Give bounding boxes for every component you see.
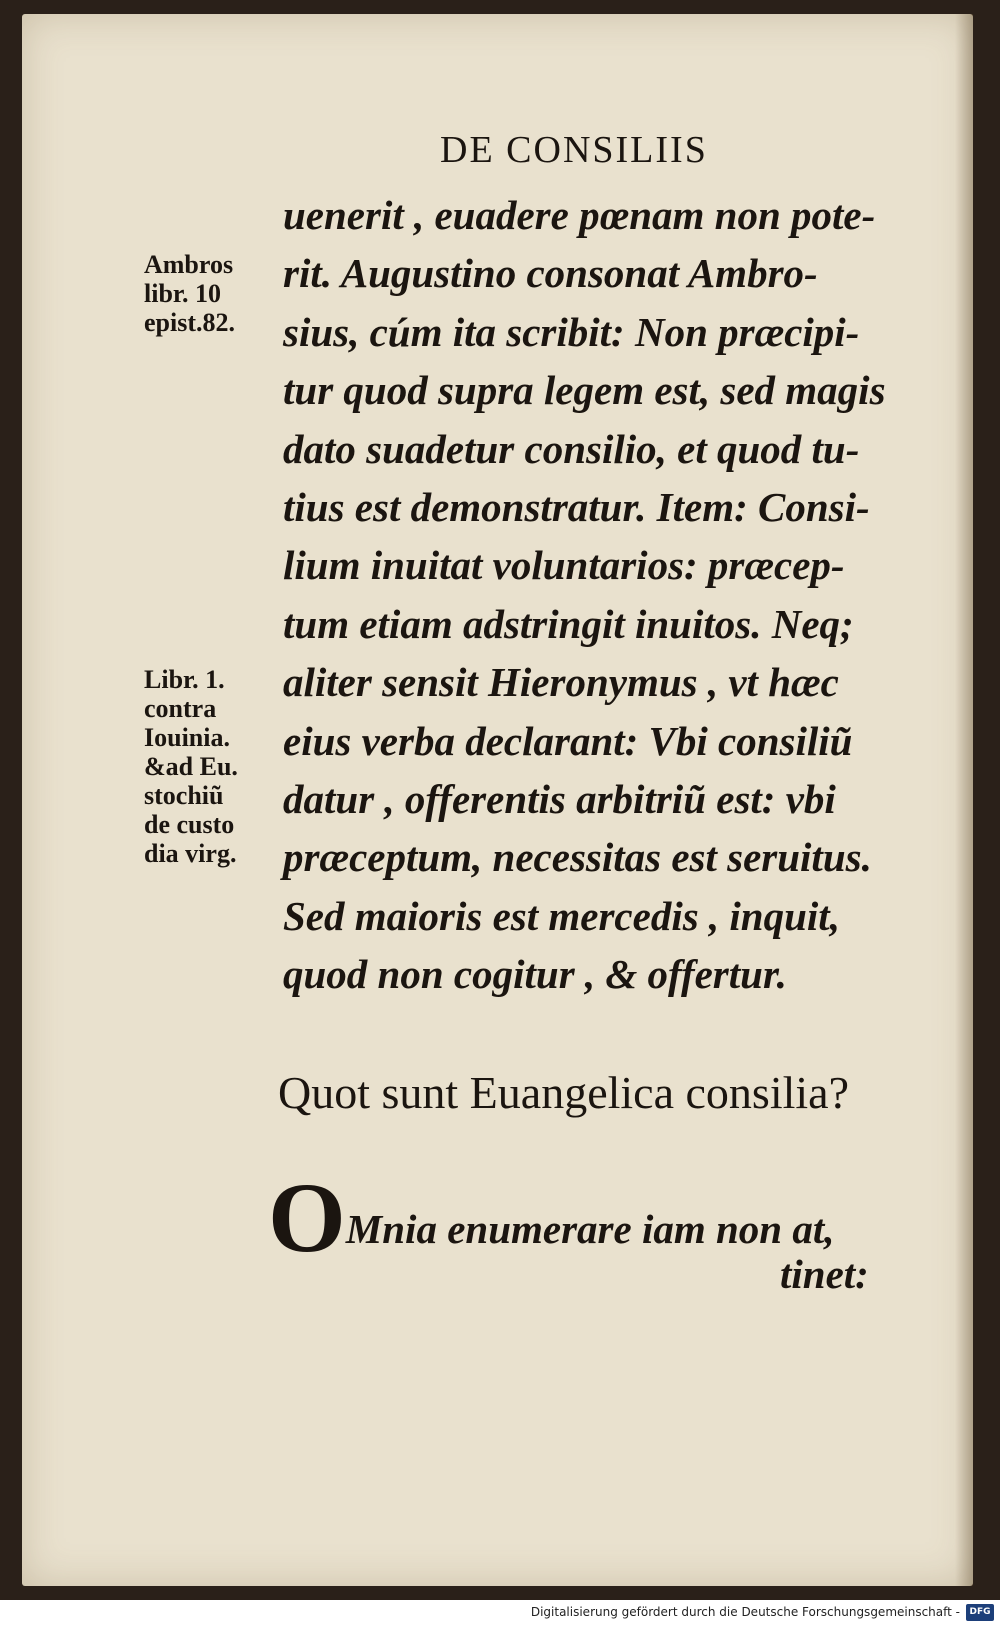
- answer-line: Mnia enumerare iam non at,: [345, 1206, 835, 1252]
- text-line: rit. Augustino consonat Ambro-: [283, 250, 818, 297]
- marginal-line: dia virg.: [144, 839, 237, 868]
- answer-line-continuation: tinet:: [780, 1251, 869, 1297]
- marginal-line: contra: [144, 694, 217, 723]
- funding-credit: Digitalisierung gefördert durch die Deutsche Forschungsgemeinschaft -: [530, 1605, 960, 1619]
- text-line: præceptum, necessitas est seruitus.: [283, 834, 872, 881]
- marginal-line: epist.82.: [144, 308, 235, 337]
- drop-cap: O: [268, 1162, 346, 1273]
- text-line: tius est demonstratur. Item: Consi-: [283, 484, 870, 531]
- body-text: [283, 186, 929, 1004]
- marginal-note-ambrose: [144, 250, 276, 337]
- page-edge-shadow: [955, 14, 973, 1586]
- text-line: lium inuitat voluntarios: præcep-: [283, 542, 845, 589]
- footer-bar: [0, 1600, 1000, 1627]
- question-heading: Quot sunt Euangelica consilia?: [278, 1067, 850, 1118]
- text-line: Sed maioris est mercedis , inquit,: [283, 892, 840, 939]
- marginal-line: Iouinia.: [144, 723, 230, 752]
- text-line: eius verba declarant: Vbi consiliũ: [283, 717, 853, 764]
- marginal-line: stochiũ: [144, 781, 224, 810]
- marginal-note-jerome: [144, 665, 276, 868]
- marginal-line: de custo: [144, 810, 235, 839]
- running-head: DE CONSILIIS: [440, 129, 708, 171]
- text-line: tur quod supra legem est, sed magis: [283, 367, 886, 414]
- text-line: tum etiam adstringit inuitos. Neq;: [283, 600, 854, 647]
- text-line: uenerit , euadere pœnam non pote-: [283, 192, 876, 238]
- text-line: quod non cogitur , & offertur.: [283, 951, 787, 998]
- marginal-line: Ambros: [144, 250, 234, 279]
- marginal-line: Libr. 1.: [144, 665, 225, 694]
- text-line: aliter sensit Hieronymus , vt hæc: [283, 659, 839, 706]
- dfg-logo: DFG: [966, 1604, 994, 1621]
- marginal-line: libr. 10: [144, 279, 222, 308]
- text-line: datur , offerentis arbitriũ est: vbi: [283, 776, 836, 823]
- text-line: dato suadetur consilio, et quod tu-: [283, 425, 860, 472]
- text-line: sius, cúm ita scribit: Non præcipi-: [283, 308, 860, 355]
- marginal-line: &ad Eu.: [144, 752, 238, 781]
